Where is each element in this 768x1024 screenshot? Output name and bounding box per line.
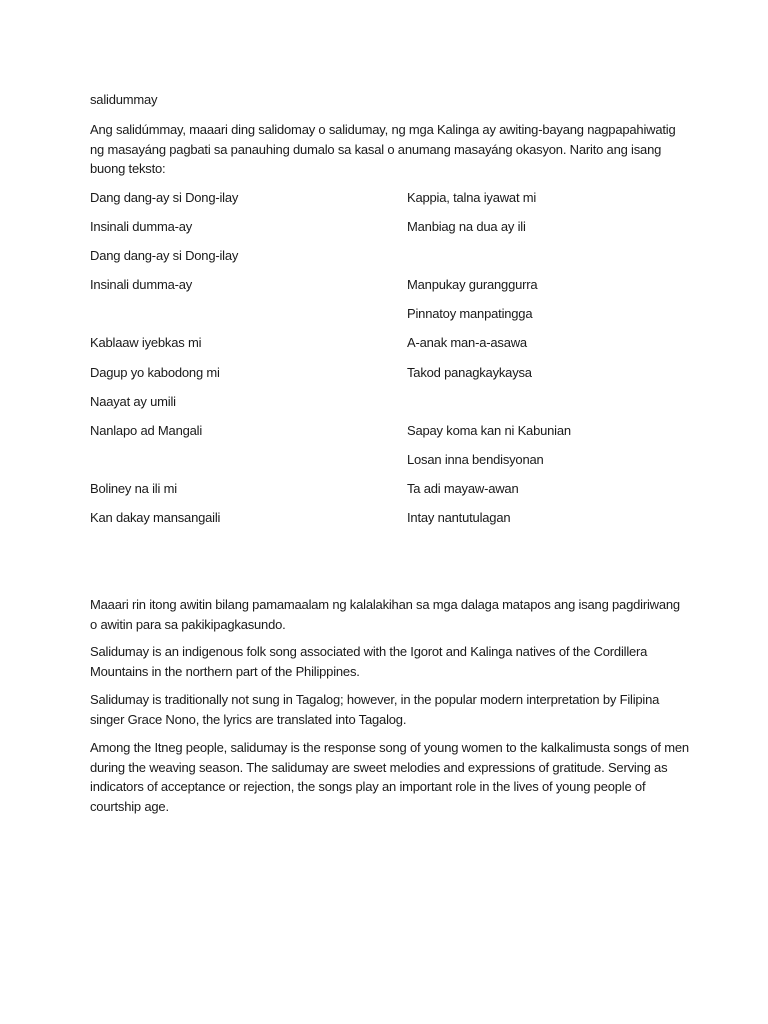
lyric-line-left: Naayat ay umili — [90, 394, 176, 409]
lyric-line-right: Sapay koma kan ni Kabunian — [407, 423, 571, 438]
body-paragraph: Salidumay is traditionally not sung in Tagalog; however, in the popular modern interpretation by Filipina singer Grace Nono, the lyrics are translated into Tagalog. — [90, 692, 660, 727]
lyric-line-right: Ta adi mayaw-awan — [407, 481, 519, 496]
body-paragraph: Among the Itneg people, salidumay is the response song of young women to the kalkalimusta songs of men during the weaving season. The salidumay are sweet melodies and expressions of gratitude. Serving as indicators of acceptance or rejection, the songs play an important role in the lives of young people of courtship age. — [90, 740, 689, 814]
lyric-line-right: Pinnatoy manpatingga — [407, 306, 533, 321]
lyric-line-left: Dang dang-ay si Dong-ilay — [90, 190, 239, 205]
lyric-line-left: Insinali dumma-ay — [90, 277, 193, 292]
lyric-line-right: Takod panagkaykaysa — [407, 365, 532, 380]
lyric-line-right: Losan inna bendisyonan — [407, 452, 544, 467]
lyric-line-left: Kablaaw iyebkas mi — [90, 335, 202, 350]
lyric-line-left: Kan dakay mansangaili — [90, 510, 221, 525]
lyric-line-right: A-anak man-a-asawa — [407, 335, 527, 350]
lyric-line-left: Boliney na ili mi — [90, 481, 177, 496]
body-paragraph: Maaari rin itong awitin bilang pamamaalam ng kalalakihan sa mga dalaga matapos ang isang pagdiriwang o awitin para sa pakikipagkasundo. — [90, 597, 680, 632]
intro-paragraph: Ang salidúmmay, maaari ding salidomay o salidumay, ng mga Kalinga ay awiting-bayang nagpapahiwatig ng masayáng pagbati sa panauhing dumalo sa kasal o anumang masayáng okasyon. Narito ang isang buong teksto: — [90, 122, 676, 176]
lyric-line-right: Kappia, talna iyawat mi — [407, 190, 537, 205]
lyric-line-left: Dagup yo kabodong mi — [90, 365, 220, 380]
lyric-line-right: Intay nantutulagan — [407, 510, 511, 525]
body-paragraph: Salidumay is an indigenous folk song associated with the Igorot and Kalinga natives of the Cordillera Mountains in the northern part of the Philippines. — [90, 644, 648, 679]
lyric-line-left: Nanlapo ad Mangali — [90, 423, 203, 438]
document-title: salidummay — [90, 92, 158, 107]
lyric-line-right: Manbiag na dua ay ili — [407, 219, 526, 234]
lyric-line-left: Insinali dumma-ay — [90, 219, 193, 234]
lyric-line-left: Dang dang-ay si Dong-ilay — [90, 248, 239, 263]
lyric-line-right: Manpukay guranggurra — [407, 277, 538, 292]
